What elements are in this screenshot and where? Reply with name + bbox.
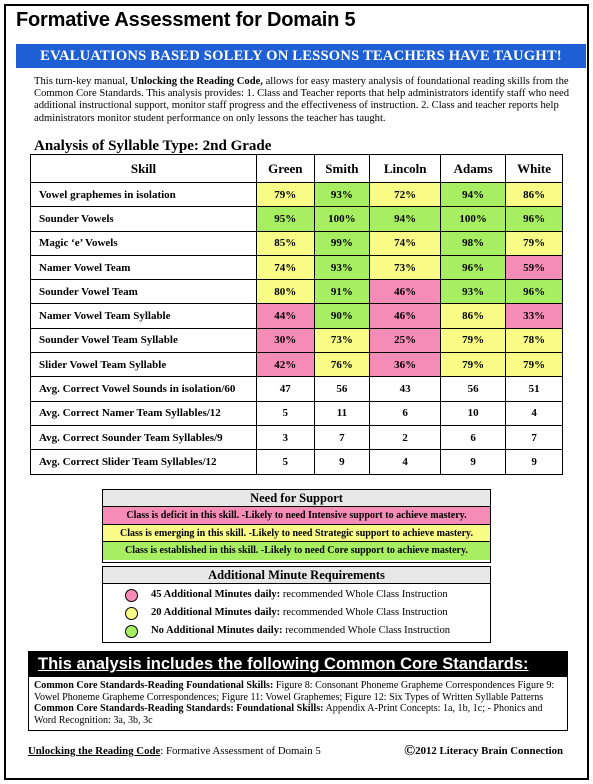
- score-cell: 2: [370, 425, 441, 449]
- skill-cell: Namer Vowel Team Syllable: [31, 304, 257, 328]
- score-cell: 96%: [506, 280, 563, 304]
- score-cell: 73%: [370, 255, 441, 279]
- green-circle-icon: [125, 625, 138, 638]
- table-title: Analysis of Syllable Type: 2nd Grade: [34, 138, 272, 154]
- score-cell: 91%: [314, 280, 370, 304]
- score-cell: 51: [506, 377, 563, 401]
- skill-cell: Namer Vowel Team: [31, 255, 257, 279]
- copyright-text: 2012 Literacy Brain Connection: [415, 745, 564, 757]
- table-row: [31, 183, 563, 207]
- pink-circle-icon: [125, 589, 138, 602]
- score-cell: 94%: [370, 207, 441, 231]
- skill-cell: Sounder Vowel Team Syllable: [31, 328, 257, 352]
- support-row-intensive: Class is deficit in this skill. -Likely to need Intensive support to achieve mastery.: [103, 507, 490, 525]
- score-cell: 46%: [370, 304, 441, 328]
- header-white: White: [506, 155, 563, 183]
- standards-heading: This analysis includes the following Common Core Standards:: [28, 651, 568, 677]
- score-cell: 56: [441, 377, 506, 401]
- score-cell: 4: [506, 401, 563, 425]
- score-cell: 11: [314, 401, 370, 425]
- score-cell: 33%: [506, 304, 563, 328]
- table-row: [31, 207, 563, 231]
- skill-cell: Avg. Correct Namer Team Syllables/12: [31, 401, 257, 425]
- intro-text-rest: allows for easy mastery analysis of foundational reading skills from the Common Core Standards. This analysis provides: 1. Class and Teacher reports that help administrators identify staff who need additional instructional support, monitor staff progress and the effectiveness of instruction. 2. Class and teacher reports help administrators monitor student performance on only lessons the teacher has taught.: [34, 76, 570, 124]
- yellow-circle-icon: [125, 607, 138, 620]
- table-row: [31, 377, 563, 401]
- score-cell: 95%: [257, 207, 315, 231]
- score-cell: 100%: [441, 207, 506, 231]
- minutes-label: 45 Additional Minutes daily:: [151, 589, 281, 600]
- score-cell: 94%: [441, 183, 506, 207]
- score-cell: 6: [441, 425, 506, 449]
- table-row: [31, 353, 563, 377]
- score-cell: 59%: [506, 255, 563, 279]
- score-cell: 5: [257, 401, 315, 425]
- score-cell: 79%: [441, 353, 506, 377]
- table-row: [31, 425, 563, 449]
- intro-manual-name: Unlocking the Reading Code,: [130, 76, 263, 87]
- score-cell: 76%: [314, 353, 370, 377]
- minutes-desc: recommended Whole Class Instruction: [280, 607, 448, 618]
- minutes-label: 20 Additional Minutes daily:: [151, 607, 281, 618]
- score-cell: 80%: [257, 280, 315, 304]
- score-cell: 73%: [314, 328, 370, 352]
- score-cell: 4: [370, 450, 441, 474]
- skill-cell: Avg. Correct Slider Team Syllables/12: [31, 450, 257, 474]
- score-cell: 85%: [257, 231, 315, 255]
- support-title: Need for Support: [103, 490, 490, 507]
- score-cell: 56: [314, 377, 370, 401]
- copyright-icon: ©: [404, 743, 416, 759]
- table-row: [31, 304, 563, 328]
- header-skill: Skill: [31, 155, 257, 183]
- score-cell: 47: [257, 377, 315, 401]
- score-cell: 5: [257, 450, 315, 474]
- support-row-strategic: Class is emerging in this skill. -Likely to need Strategic support to achieve mastery.: [103, 525, 490, 543]
- score-cell: 93%: [314, 255, 370, 279]
- minutes-row-none: [103, 622, 490, 640]
- standards-label-1: Common Core Standards-Reading Foundational Skills:: [34, 680, 274, 691]
- minutes-desc: recommended Whole Class Instruction: [282, 625, 451, 636]
- header-green: Green: [257, 155, 315, 183]
- table-row: [31, 401, 563, 425]
- score-cell: 78%: [506, 328, 563, 352]
- table-row: [31, 450, 563, 474]
- score-cell: 25%: [370, 328, 441, 352]
- footer-copyright: [404, 743, 563, 760]
- score-cell: 100%: [314, 207, 370, 231]
- minutes-row-20: [103, 604, 490, 622]
- standards-desc-2: Appendix A-Print Concepts: 1a, 1b, 1c; - Phonics and Word Recognition: 3a, 3b, 3c: [34, 703, 543, 726]
- score-cell: 99%: [314, 231, 370, 255]
- intro-text-start: This turn-key manual,: [34, 76, 131, 87]
- minutes-desc: recommended Whole Class Instruction: [280, 589, 448, 600]
- page-title: Formative Assessment for Domain 5: [16, 9, 356, 31]
- minutes-title: Additional Minute Requirements: [103, 567, 490, 584]
- table-header-row: [31, 155, 563, 183]
- footer-manual-name: Unlocking the Reading Code: [28, 745, 161, 757]
- standards-label-2: Common Core Standards-Reading Standards: Foundational Skills:: [34, 703, 324, 715]
- score-cell: 72%: [370, 183, 441, 207]
- score-cell: 3: [257, 425, 315, 449]
- score-cell: 43: [370, 377, 441, 401]
- score-cell: 79%: [506, 353, 563, 377]
- score-cell: 30%: [257, 328, 315, 352]
- score-cell: 44%: [257, 304, 315, 328]
- table-row: [31, 280, 563, 304]
- minutes-row-45: [103, 586, 490, 604]
- page: [4, 4, 589, 780]
- skill-cell: Avg. Correct Vowel Sounds in isolation/60: [31, 377, 257, 401]
- standards-text: [28, 677, 568, 731]
- score-cell: 93%: [441, 280, 506, 304]
- score-cell: 86%: [441, 304, 506, 328]
- score-cell: 74%: [257, 255, 315, 279]
- score-cell: 9: [314, 450, 370, 474]
- skill-cell: Sounder Vowel Team: [31, 280, 257, 304]
- score-cell: 36%: [370, 353, 441, 377]
- minutes-label: No Additional Minutes daily:: [151, 625, 283, 636]
- minutes-text: [151, 604, 448, 622]
- score-cell: 10: [441, 401, 506, 425]
- scores-table: [30, 154, 563, 475]
- score-cell: 79%: [441, 328, 506, 352]
- table-body: [31, 183, 563, 475]
- score-cell: 79%: [257, 183, 315, 207]
- table-row: [31, 255, 563, 279]
- score-cell: 6: [370, 401, 441, 425]
- footer-left: [28, 745, 321, 757]
- score-cell: 96%: [441, 255, 506, 279]
- footer-doc-name: : Formative Assessment of Domain 5: [160, 745, 321, 757]
- minutes-text: [151, 622, 450, 640]
- standards-desc-1: Figure 8: Consonant Phoneme Grapheme Correspondences Figure 9: Vowel Phoneme Grapheme Correspondences; Figure 11: Vowel Graphemes; Figure 12: Six Types of Written Syllable Patterns: [34, 680, 555, 703]
- score-cell: 74%: [370, 231, 441, 255]
- header-smith: Smith: [314, 155, 370, 183]
- banner: EVALUATIONS BASED SOLELY ON LESSONS TEACHERS HAVE TAUGHT!: [16, 44, 586, 68]
- score-cell: 7: [506, 425, 563, 449]
- table-row: [31, 328, 563, 352]
- intro-paragraph: [34, 76, 579, 125]
- table-row: [31, 231, 563, 255]
- support-row-core: Class is established in this skill. -Likely to need Core support to achieve mastery.: [103, 542, 490, 560]
- score-cell: 9: [506, 450, 563, 474]
- score-cell: 93%: [314, 183, 370, 207]
- score-cell: 90%: [314, 304, 370, 328]
- score-cell: 7: [314, 425, 370, 449]
- header-adams: Adams: [441, 155, 506, 183]
- score-cell: 96%: [506, 207, 563, 231]
- skill-cell: Magic ‘e’ Vowels: [31, 231, 257, 255]
- header-lincoln: Lincoln: [370, 155, 441, 183]
- score-cell: 46%: [370, 280, 441, 304]
- score-cell: 79%: [506, 231, 563, 255]
- skill-cell: Avg. Correct Sounder Team Syllables/9: [31, 425, 257, 449]
- skill-cell: Vowel graphemes in isolation: [31, 183, 257, 207]
- minutes-legend: [102, 566, 491, 643]
- skill-cell: Sounder Vowels: [31, 207, 257, 231]
- score-cell: 42%: [257, 353, 315, 377]
- support-legend: [102, 489, 491, 563]
- score-cell: 98%: [441, 231, 506, 255]
- minutes-text: [151, 586, 448, 604]
- score-cell: 86%: [506, 183, 563, 207]
- score-cell: 9: [441, 450, 506, 474]
- skill-cell: Slider Vowel Team Syllable: [31, 353, 257, 377]
